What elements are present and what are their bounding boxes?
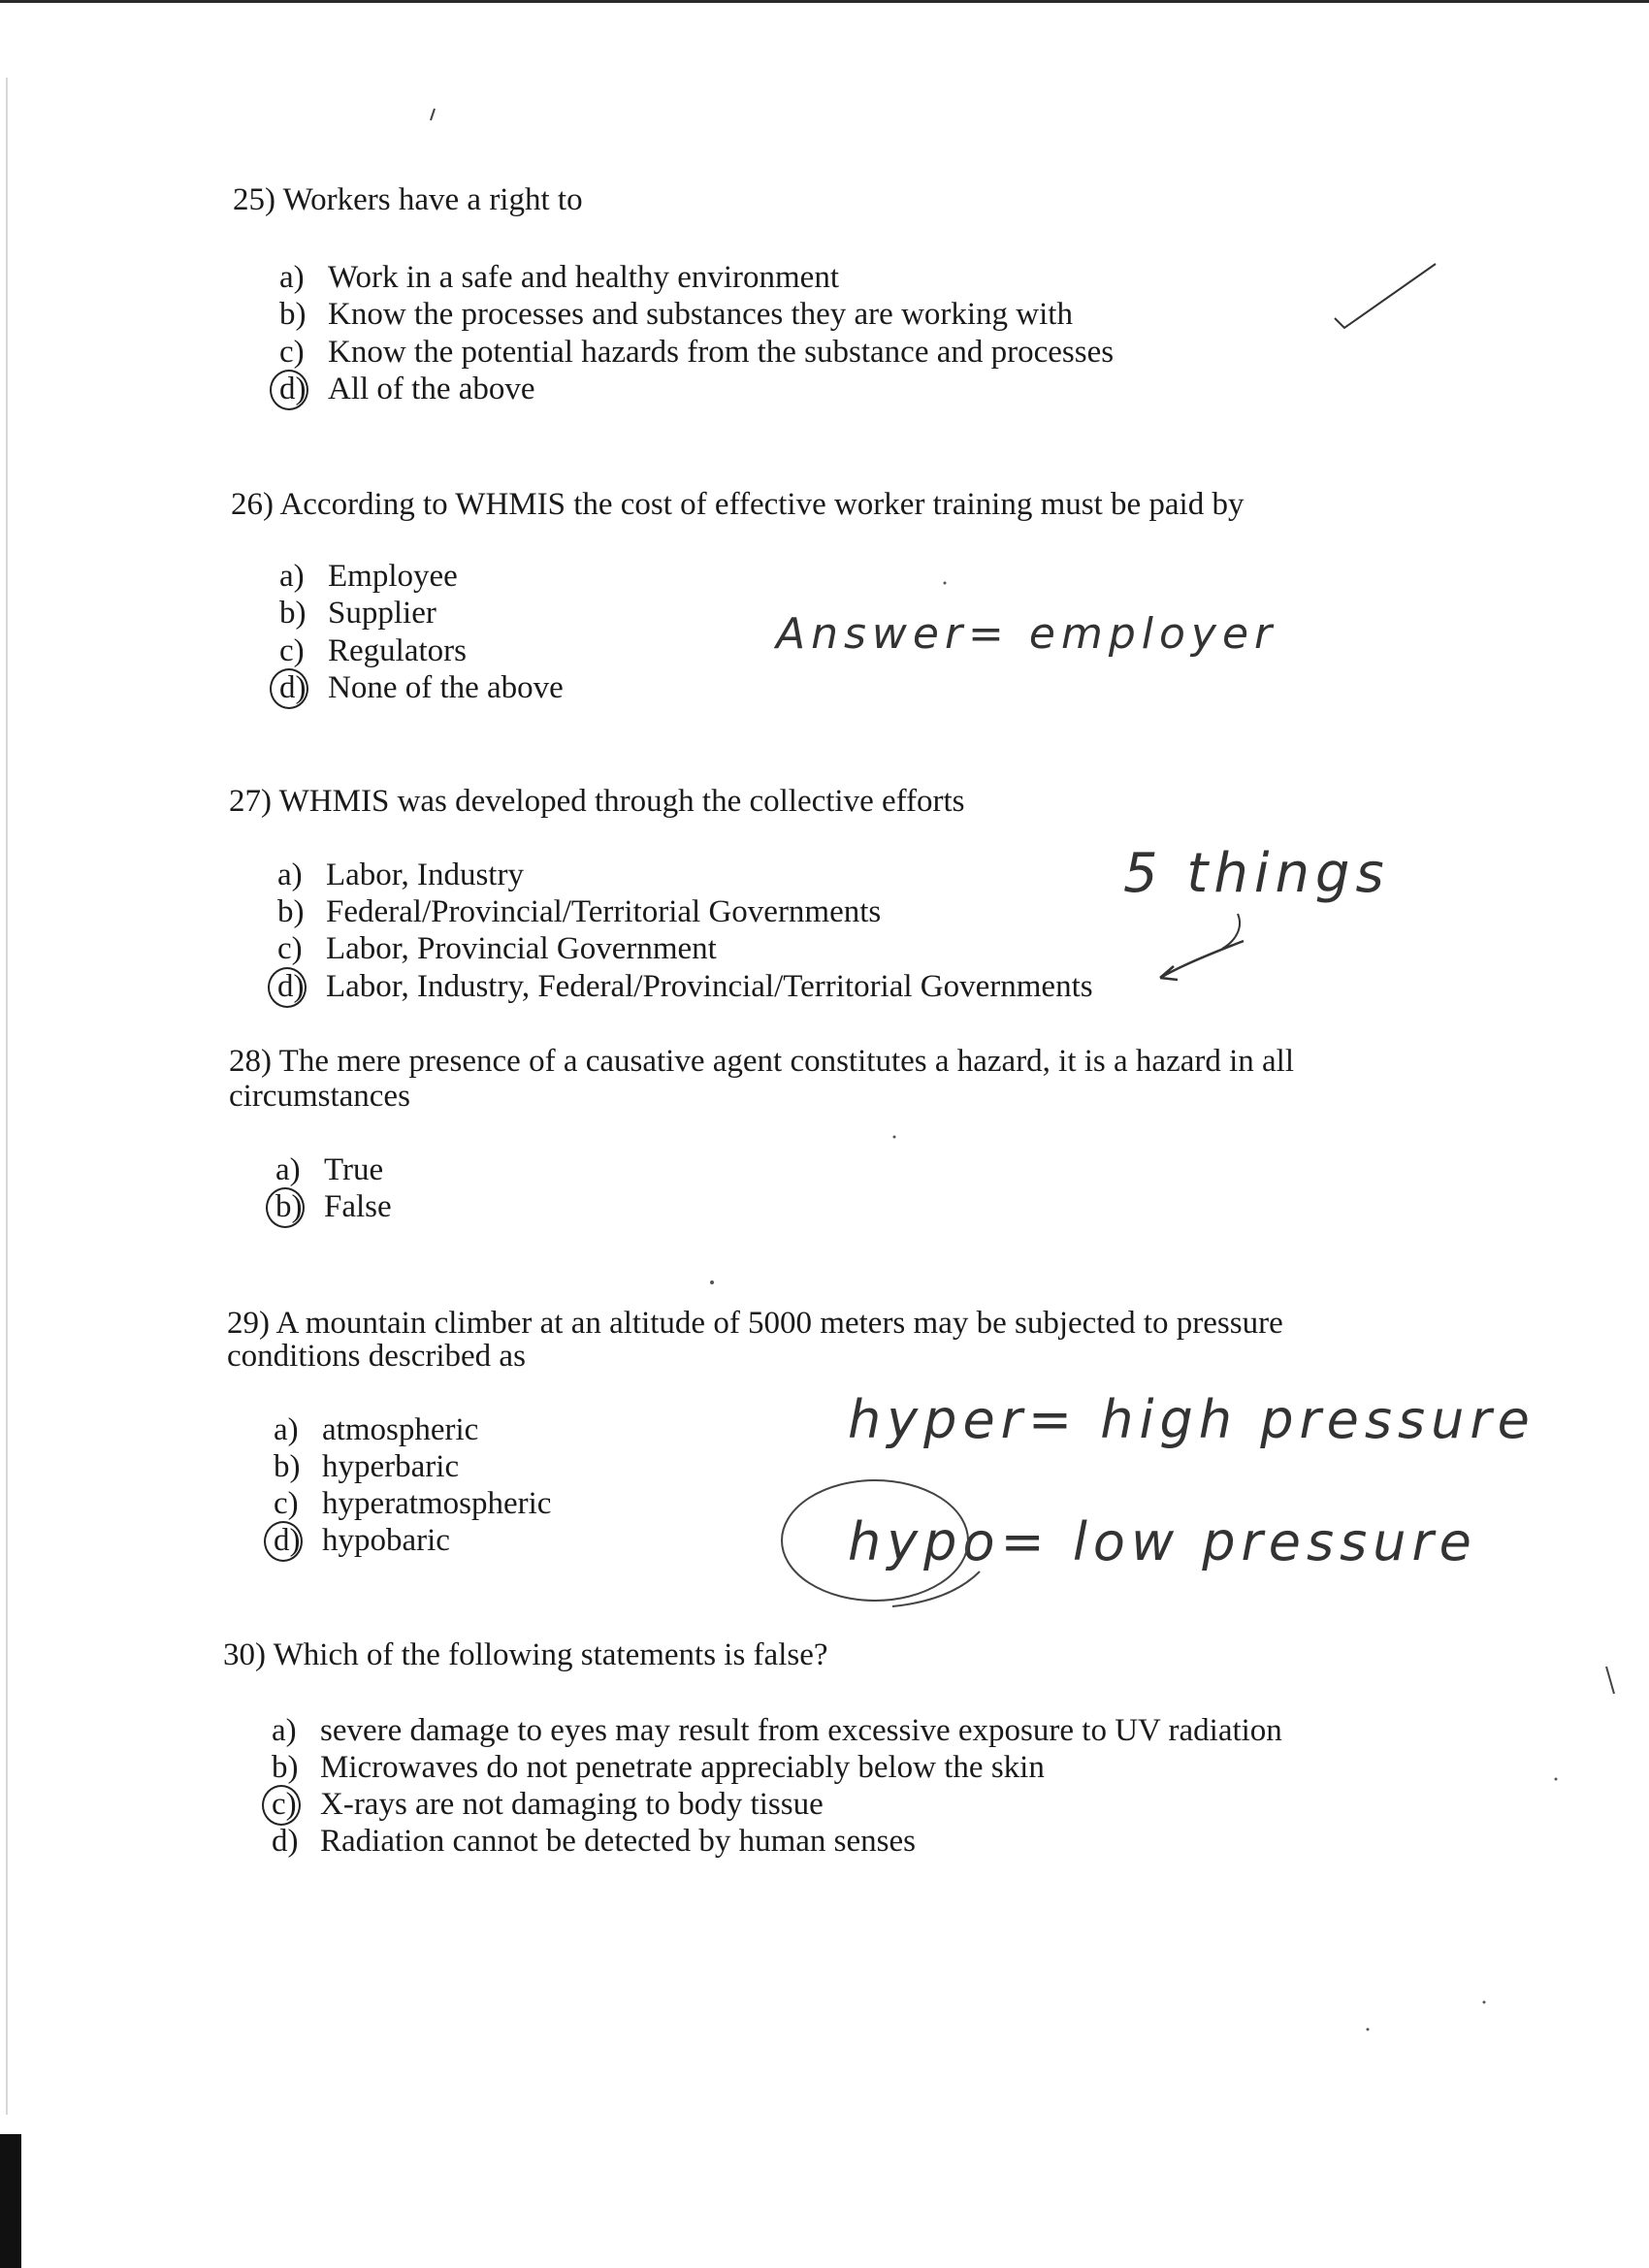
stray-pen-mark — [431, 109, 435, 120]
stray-pen-mark — [1606, 1667, 1614, 1694]
circle-tail-mark — [892, 1571, 980, 1606]
option-a[interactable]: a) True — [275, 1152, 384, 1187]
option-b[interactable]: b) Federal/Provincial/Territorial Governments — [277, 894, 882, 929]
option-a[interactable]: a) Employee — [279, 559, 458, 594]
question-text: 30) Which of the following statements is false? — [223, 1637, 828, 1672]
option-a[interactable]: a) atmospheric — [274, 1412, 479, 1447]
option-d-selected[interactable]: d) None of the above — [279, 670, 564, 705]
stray-dot — [1367, 2028, 1370, 2031]
handwritten-answer-note: Answer= employer — [776, 609, 1278, 659]
stray-dot — [710, 1280, 714, 1284]
option-c[interactable]: c) Know the potential hazards from the substance and processes — [279, 335, 1115, 370]
option-c[interactable]: c) Regulators — [279, 633, 467, 668]
option-a[interactable]: a) severe damage to eyes may result from excessive exposure to UV radiation — [272, 1713, 1282, 1748]
option-c[interactable]: c) Labor, Provincial Government — [277, 931, 717, 966]
option-c-selected[interactable]: c) X-rays are not damaging to body tissue — [272, 1787, 824, 1822]
option-b[interactable]: b) hyperbaric — [274, 1449, 460, 1484]
option-d-selected[interactable]: d) Labor, Industry, Federal/Provincial/Territorial Governments — [277, 969, 1093, 1004]
question-text-line2: circumstances — [229, 1079, 410, 1114]
question-text: 27) WHMIS was developed through the collective efforts — [229, 784, 965, 819]
handwritten-five-things: 5 things — [1123, 842, 1390, 905]
option-d-selected[interactable]: d) hypobaric — [274, 1523, 450, 1558]
option-b[interactable]: b) Supplier — [279, 596, 436, 631]
arrow-icon — [1160, 941, 1244, 980]
hypo-circle-mark — [782, 1480, 968, 1601]
option-d[interactable]: d) Radiation cannot be detected by human senses — [272, 1824, 916, 1859]
question-text: 26) According to WHMIS the cost of effective worker training must be paid by — [231, 487, 1245, 522]
option-d-selected[interactable]: d) All of the above — [279, 372, 535, 406]
handwritten-hypo-note: hypo= low pressure — [848, 1511, 1477, 1572]
option-b[interactable]: b) Know the processes and substances they are working with — [279, 297, 1073, 332]
option-a[interactable]: a) Work in a safe and healthy environment — [279, 260, 840, 295]
handwritten-hyper-note: hyper= high pressure — [848, 1389, 1536, 1450]
question-text-line1: 29) A mountain climber at an altitude of 5000 meters may be subjected to pressure — [227, 1306, 1283, 1341]
question-text: 25) Workers have a right to — [233, 182, 583, 217]
question-text-line1: 28) The mere presence of a causative agent constitutes a hazard, it is a hazard in all — [229, 1044, 1295, 1079]
option-a[interactable]: a) Labor, Industry — [277, 858, 524, 892]
stray-dot — [893, 1136, 896, 1139]
stray-dot — [944, 582, 947, 585]
stray-dot — [1555, 1778, 1558, 1781]
option-b[interactable]: b) Microwaves do not penetrate appreciably below the skin — [272, 1750, 1045, 1785]
option-b-selected[interactable]: b) False — [275, 1189, 392, 1224]
option-c[interactable]: c) hyperatmospheric — [274, 1486, 552, 1521]
stray-dot — [1483, 2001, 1486, 2004]
checkmark-icon — [1335, 264, 1436, 328]
question-text-line2: conditions described as — [227, 1339, 526, 1374]
